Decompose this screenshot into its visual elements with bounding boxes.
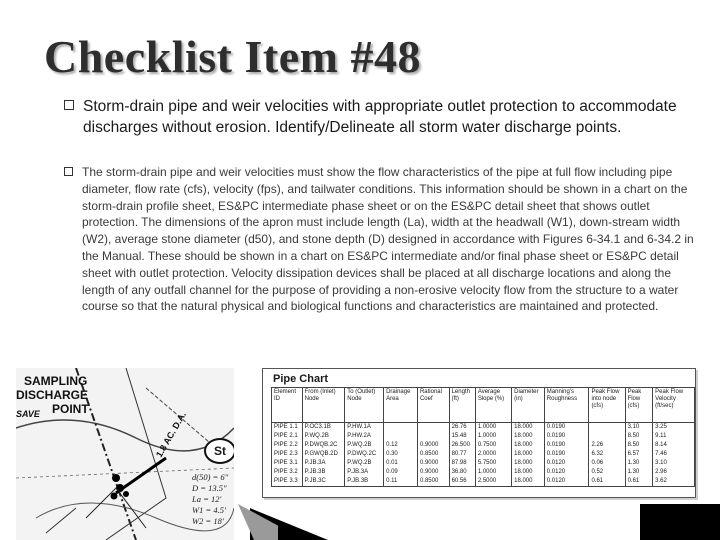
pipe-chart-body [272,423,695,487]
table-cell: P.JB.3A [345,468,384,477]
table-cell: PIPE 3.2 [272,468,303,477]
table-cell [417,423,449,433]
table-row [272,432,695,441]
table-cell: 5.7500 [475,459,511,468]
table-cell [417,432,449,441]
table-cell: 80.77 [449,450,475,459]
table-cell: P.DWQ.2C [345,450,384,459]
table-cell [384,423,418,433]
table-cell: 1.30 [625,468,653,477]
bullet-item-2 [64,164,702,315]
table-cell: PIPE 2.2 [272,441,303,450]
table-cell: 8.50 [625,441,653,450]
point-label: POINT [52,402,89,416]
pipe-chart-title: Pipe Chart [273,373,329,385]
table-cell: 6.57 [625,450,653,459]
table-cell [384,432,418,441]
table-cell: P.WQ.2B [302,432,345,441]
table-cell: 15.48 [449,432,475,441]
table-cell: 0.0120 [544,468,589,477]
table-cell: P.DWQB.2C [302,441,345,450]
table-cell: 3.25 [653,423,695,433]
table-cell: 0.9000 [417,459,449,468]
pipe-chart-header-cell: Element ID [272,388,303,423]
table-cell: 3.10 [625,423,653,433]
table-cell: 0.0190 [544,441,589,450]
table-cell: 0.8500 [417,477,449,487]
table-row [272,468,695,477]
pipe-chart-header-cell: Rational Coef [417,388,449,423]
table-cell: 2.96 [653,468,695,477]
table-row [272,441,695,450]
table-cell: 1.0000 [475,423,511,433]
pipe-chart-header-cell: Average Slope (%) [475,388,511,423]
table-cell: 0.7500 [475,441,511,450]
pipe-chart-figure [262,368,696,498]
pipe-chart-header-cell: Peak Flow (cfs) [625,388,653,423]
discharge-label: DISCHARGE [16,388,89,402]
table-cell: 26.76 [449,423,475,433]
table-cell: 0.12 [384,441,418,450]
table-cell: 0.61 [589,477,625,487]
table-cell: 0.01 [384,459,418,468]
square-bullet-icon [64,167,73,176]
table-cell: 18.000 [512,450,545,459]
table-cell: 0.9000 [417,468,449,477]
pipe-chart-header-cell: Peak Flow into node (cfs) [589,388,625,423]
table-row [272,450,695,459]
table-cell: 0.61 [625,477,653,487]
table-cell: 18.000 [512,477,545,487]
dim-la: La = 12' [192,494,222,504]
slide-title: Checklist Item #48 [44,31,421,82]
page-number: 53 [660,506,678,523]
table-cell: PIPE 2.1 [272,432,303,441]
save-label: SAVE [16,409,40,419]
pipe-chart-header-cell: Manning's Roughness [544,388,589,423]
table-cell: P.WQ.2B [345,441,384,450]
table-cell: P.WQ.2B [345,459,384,468]
table-cell: 60.56 [449,477,475,487]
table-cell [589,432,625,441]
dim-d: D = 13.5" [192,483,227,493]
table-cell: 18.000 [512,459,545,468]
dim-w2: W2 = 18' [192,516,224,526]
table-cell: PIPE 2.3 [272,450,303,459]
table-cell: 87.98 [449,459,475,468]
table-cell: PIPE 3.3 [272,477,303,487]
table-cell: 2.5000 [475,477,511,487]
table-cell: P.OC3.1B [302,423,345,433]
dim-d50: d(50) = 6" [192,472,229,482]
table-cell: P.HW.2A [345,432,384,441]
pipe-chart-header-cell: Drainage Area [384,388,418,423]
bullet-text-1: Storm-drain pipe and weir velocities with appropriate outlet protection to accommodate discharges without erosion. Identify/Delineate all storm water discharge points. [83,98,677,136]
footer-decoration [0,504,720,540]
sampling-label: SAMPLING [24,374,88,388]
table-cell [589,423,625,433]
table-cell: P.JB.3B [345,477,384,487]
table-cell: 0.11 [384,477,418,487]
table-cell: 0.9000 [417,441,449,450]
table-cell: 0.0190 [544,423,589,433]
pipe-chart-table [271,387,695,487]
square-bullet-icon [64,100,74,110]
pipe-chart-header-cell: Length (ft) [449,388,475,423]
table-cell: 2.26 [589,441,625,450]
table-row [272,459,695,468]
table-cell: P.JB.3B [302,468,345,477]
table-cell: 3.10 [653,459,695,468]
table-cell: 0.8500 [417,450,449,459]
pipe-chart-header-cell: Diameter (in) [512,388,545,423]
table-cell: 8.50 [625,432,653,441]
table-cell: 3.62 [653,477,695,487]
table-cell: 2.0000 [475,450,511,459]
table-cell: 0.0120 [544,459,589,468]
table-cell: 18.000 [512,441,545,450]
outlet-structure-symbol: St [204,438,234,464]
table-cell: PIPE 1.1 [272,423,303,433]
table-cell: 9.11 [653,432,695,441]
table-cell: 0.52 [589,468,625,477]
table-cell: 1.0000 [475,432,511,441]
table-cell: P.HW.1A [345,423,384,433]
table-row [272,423,695,433]
table-cell: P.JB.3A [302,459,345,468]
drainage-area-label: 1.8 AC. D.A. [154,410,189,459]
table-cell: 6.32 [589,450,625,459]
table-cell: 18.000 [512,423,545,433]
table-cell: 36.80 [449,468,475,477]
table-cell: 26.500 [449,441,475,450]
table-cell: 1.0000 [475,468,511,477]
pipe-chart-header-cell: To (Outlet) Node [345,388,384,423]
table-cell: 0.0190 [544,432,589,441]
table-cell: 18.000 [512,432,545,441]
table-cell: 0.30 [384,450,418,459]
table-cell: PIPE 3.1 [272,459,303,468]
table-cell: 0.09 [384,468,418,477]
table-row [272,477,695,487]
pipe-chart-header-cell: Peak Flow Velocity (ft/sec) [653,388,695,423]
table-cell: 8.14 [653,441,695,450]
table-cell: P.JB.3C [302,477,345,487]
table-cell: P.GWQB.2D [302,450,345,459]
table-cell: 1.30 [625,459,653,468]
table-cell: 0.06 [589,459,625,468]
dim-w1: W1 = 4.5' [192,505,226,515]
table-cell: 0.0120 [544,477,589,487]
table-cell: 7.46 [653,450,695,459]
table-cell: 18.000 [512,468,545,477]
bullet-text-2: The storm-drain pipe and weir velocities must show the flow characteristics of the pipe at full flow including pipe diameter, flow rate (cfs), velocity (fps), and tailwater conditions. This information should be shown in a chart on the storm-drain profile sheet, ES&PC intermediate phase sheet or on the ES&PC detail sheet that shows outlet protection. The dimensions of the apron must include length (La), width at the headwall (W1), down-stream width (W2), average stone diameter (d50), and stone depth (D) designed in accordance with Figures 6-34.1 and 6-34.2 in the Manual. These should be shown in a chart on ES&PC intermediate and/or final phase sheet or ES&PC detail sheet with outlet protection. Velocity dissipation devices shall be placed at all discharge locations and along the length of any outfall channel for the purpose of providing a non-erosive velocity flow from the structure to a water course so that the natural physical and biological functions and characteristics are maintained and protected. [82,165,694,314]
pipe-chart-header-row [272,388,695,423]
pipe-chart-header-cell: From (Inlet) Node [302,388,345,423]
bullet-item-1 [64,96,704,138]
table-cell: 0.0190 [544,450,589,459]
